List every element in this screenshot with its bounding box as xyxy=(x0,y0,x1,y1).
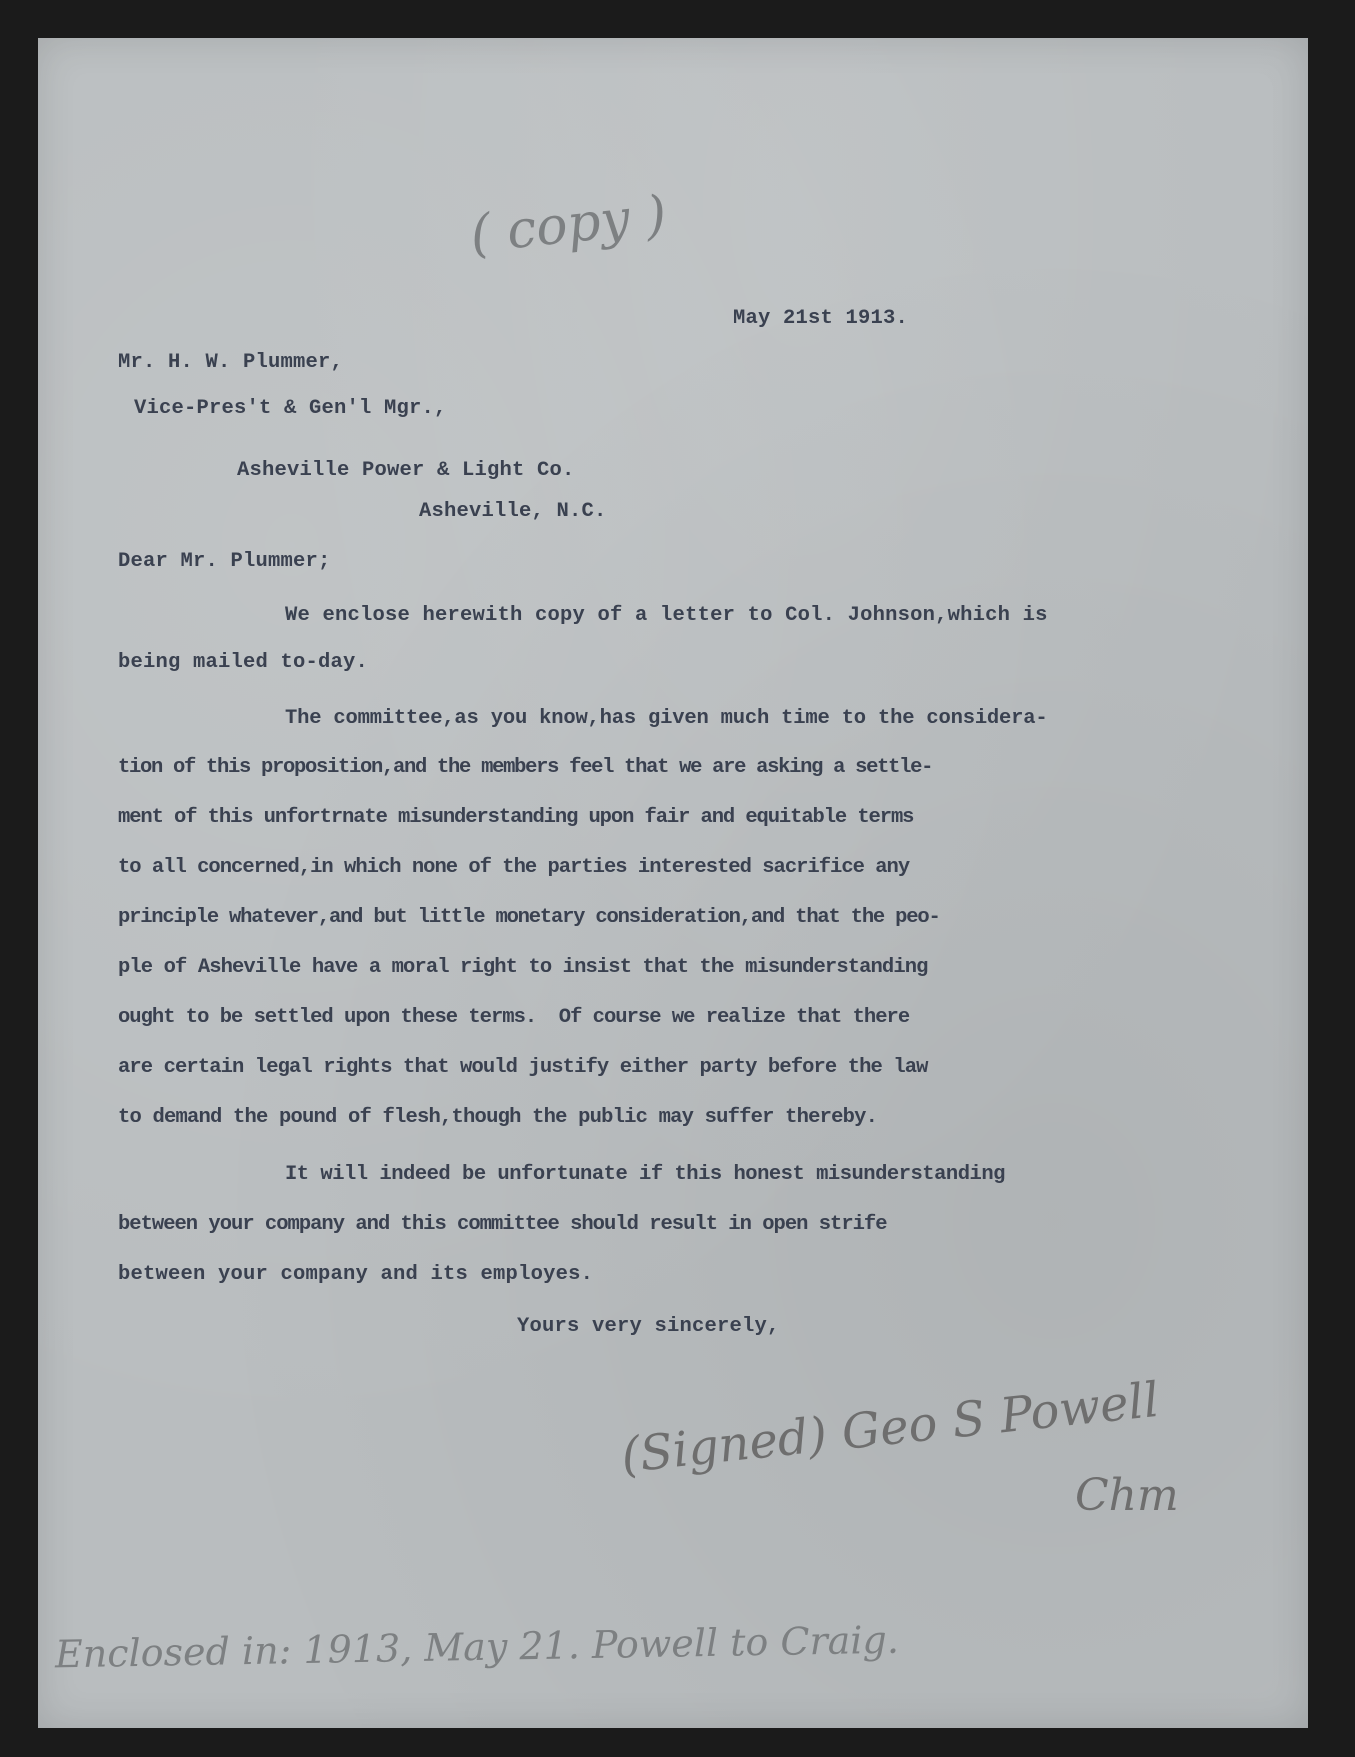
body-line: We enclose herewith copy of a letter to Col. Johnson,which is xyxy=(285,604,1048,627)
body-line: principle whatever,and but little monetary consideration,and that the peo- xyxy=(118,906,940,929)
body-line: ought to be settled upon these terms. Of course we realize that there xyxy=(118,1006,910,1029)
body-line: ple of Asheville have a moral right to insist that the misunderstanding xyxy=(118,956,928,979)
body-line: between your company and its employes. xyxy=(118,1263,594,1286)
address-line-1: Mr. H. W. Plummer, xyxy=(118,351,344,374)
body-line: It will indeed be unfortunate if this honest misunderstanding xyxy=(285,1163,1005,1186)
body-line: ment of this unfortrnate misunderstanding upon fair and equitable terms xyxy=(118,806,914,829)
closing: Yours very sincerely, xyxy=(517,1315,780,1338)
body-line: tion of this proposition,and the members feel that we are asking a settle- xyxy=(118,756,933,779)
salutation: Dear Mr. Plummer; xyxy=(118,550,331,573)
body-line: The committee,as you know,has given much time to the considera- xyxy=(285,707,1048,730)
address-line-2: Vice-Pres't & Gen'l Mgr., xyxy=(134,397,447,420)
address-line-3: Asheville Power & Light Co. xyxy=(237,459,575,482)
body-line: between your company and this committee should result in open strife xyxy=(118,1213,887,1236)
address-line-4: Asheville, N.C. xyxy=(419,500,607,523)
signed-annotation: (Signed) Geo S Powell xyxy=(618,1371,1162,1485)
body-line: being mailed to-day. xyxy=(118,651,369,674)
copy-annotation: ( copy ) xyxy=(467,184,670,266)
body-line: to demand the pound of flesh,though the public may suffer thereby. xyxy=(118,1106,878,1129)
enclosed-annotation: Enclosed in: 1913, May 21. Powell to Craig. xyxy=(54,1617,900,1677)
letter-date: May 21st 1913. xyxy=(733,307,909,330)
chairman-annotation: Chm xyxy=(1075,1470,1179,1521)
body-line: are certain legal rights that would justify either party before the law xyxy=(118,1056,928,1079)
body-line: to all concerned,in which none of the parties interested sacrifice any xyxy=(118,856,910,879)
